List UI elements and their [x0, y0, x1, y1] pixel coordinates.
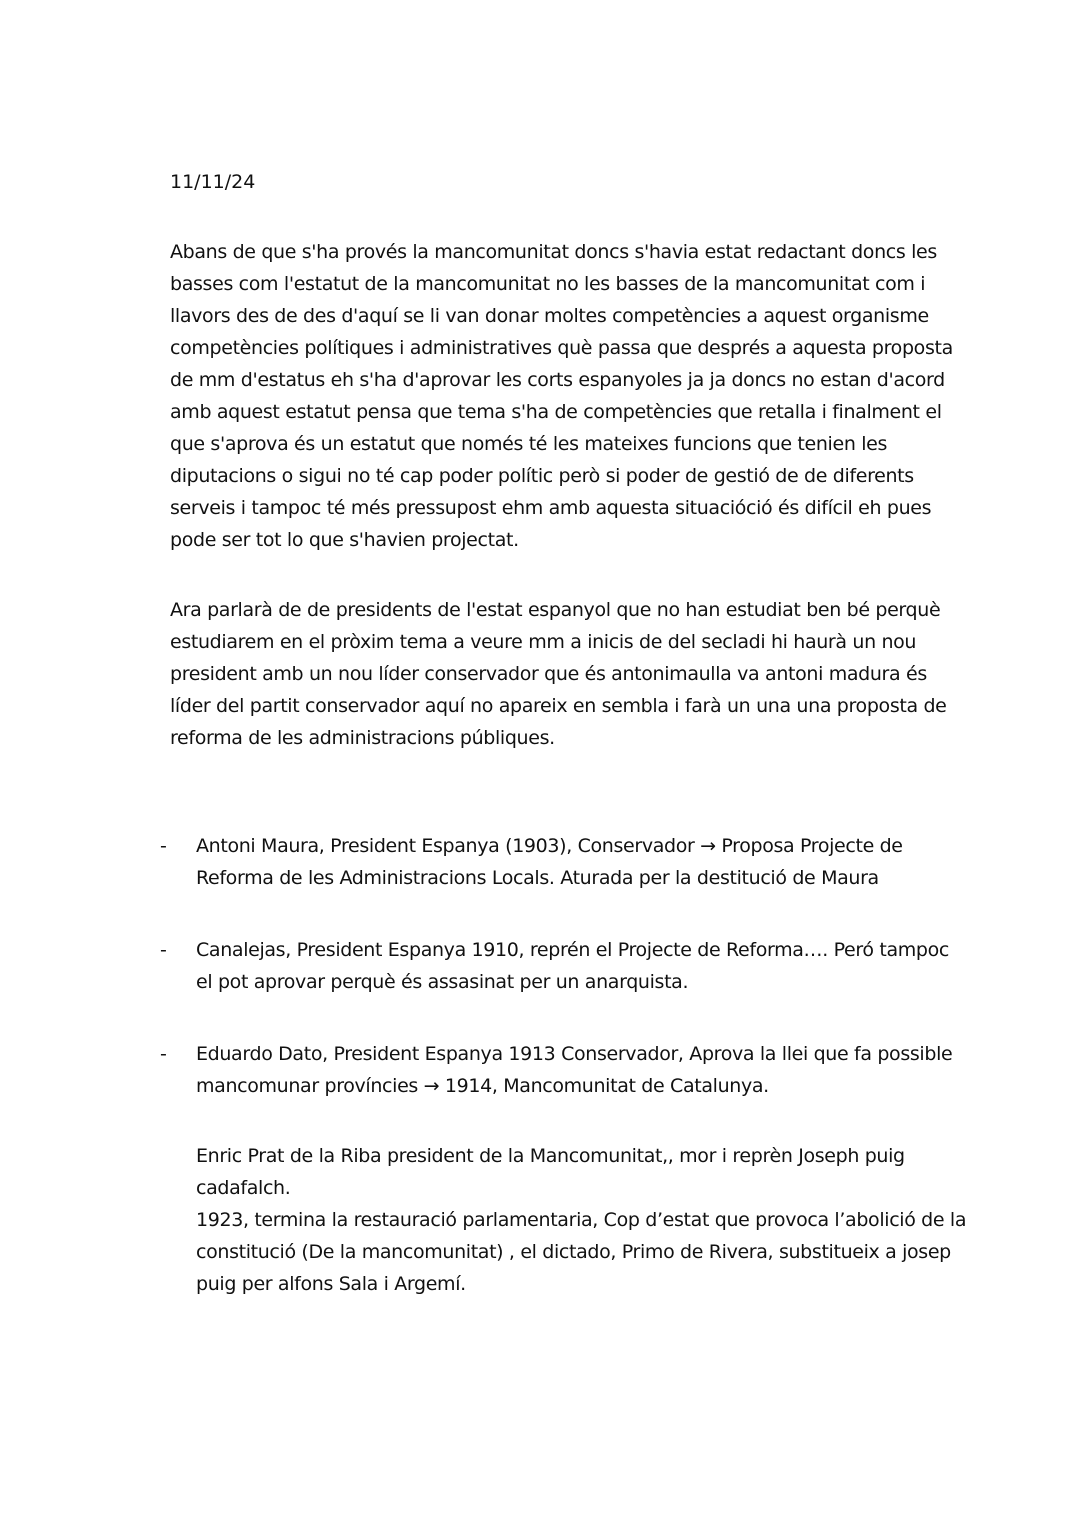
presidents-list	[160, 830, 970, 1142]
paragraph-spanish-presidents: Ara parlarà de de presidents de l'estat espanyol que no han estudiat ben bé perquè estudiarem en el pròxim tema a veure mm a inicis de del secladi hi haurà un nou president amb un nou líder conservador que és antonimaulla va antoni madura és líder del partit conservador aquí no apareix en sembla i farà un una una proposta de reforma de les administracions públiques.	[170, 599, 947, 749]
list-item-text: Eduardo Dato, President Espanya 1913 Conservador, Aprova la llei que fa possible mancomunar províncies → 1914, Mancomunitat de Catalunya.	[196, 1043, 953, 1097]
note-date: 11/11/24	[170, 171, 256, 193]
list-item-text: Antoni Maura, President Espanya (1903), Conservador → Proposa Projecte de Reforma de les Administracions Locals. Aturada per la destitució de Maura	[196, 835, 903, 889]
bullet-dash: -	[160, 1043, 167, 1065]
list-item	[160, 1038, 970, 1102]
list-item	[160, 830, 970, 894]
bullet-dash: -	[160, 939, 167, 961]
closing-notes	[196, 1140, 976, 1300]
list-item	[160, 934, 970, 998]
bullet-dash: -	[160, 835, 167, 857]
note-1923-coup: 1923, termina la restauració parlamentaria, Cop d’estat que provoca l’abolició de la constitució (De la mancomunitat) , el dictado, Primo de Rivera, substitueix a josep puig per alfons Sala i Argemí.	[196, 1209, 967, 1295]
paragraph-mancomunitat-statute: Abans de que s'ha provés la mancomunitat doncs s'havia estat redactant doncs les basses com l'estatut de la mancomunitat no les basses de la mancomunitat com i llavors des de des d'aquí se li van donar moltes competències a aquest organisme competències polítiques i administratives què passa que després a aquesta proposta de mm d'estatus eh s'ha d'aprovar les corts espanyoles ja ja doncs no estan d'acord amb aquest estatut pensa que tema s'ha de competències que retalla i finalment el que s'aprova és un estatut que només té les mateixes funcions que tenien les diputacions o sigui no té cap poder polític però si poder de gestió de de diferents serveis i tampoc té més pressupost ehm amb aquesta situacióció és difícil eh pues pode ser tot lo que s'havien projectat.	[170, 241, 953, 551]
note-prat-de-la-riba: Enric Prat de la Riba president de la Mancomunitat,, mor i reprèn Joseph puig cadafalch.	[196, 1145, 905, 1199]
list-item-text: Canalejas, President Espanya 1910, reprén el Projecte de Reforma…. Peró tampoc el pot aprovar perquè és assasinat per un anarquista.	[196, 939, 949, 993]
